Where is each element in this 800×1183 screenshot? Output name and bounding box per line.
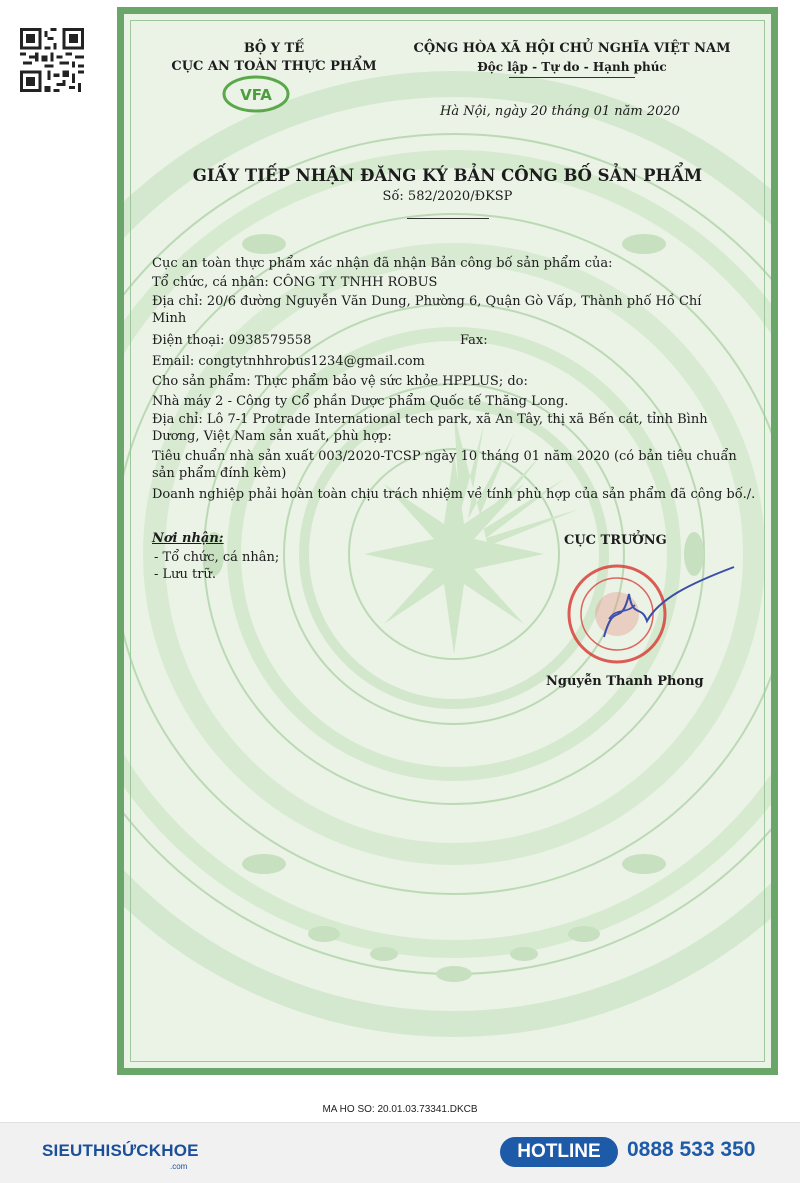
national-motto: Độc lập - Tự do - Hạnh phúc bbox=[477, 60, 667, 74]
brand-logo[interactable]: SIEUTHISỨCKHOE bbox=[42, 1141, 199, 1160]
body-intro: Cục an toàn thực phẩm xác nhận đã nhận Bản công bố sản phẩm của: bbox=[152, 256, 613, 271]
recipient-item: - Tổ chức, cá nhân; bbox=[154, 550, 280, 565]
fax: Fax: bbox=[460, 333, 488, 348]
signer-name: Nguyễn Thanh Phong bbox=[546, 674, 704, 689]
title-divider bbox=[407, 218, 489, 219]
phone: Điện thoại: 0938579558 bbox=[152, 333, 312, 348]
republic-name: CỘNG HÒA XÃ HỘI CHỦ NGHĨA VIỆT NAM bbox=[413, 41, 731, 56]
motto-underline bbox=[509, 77, 635, 78]
address-line-2: Minh bbox=[152, 311, 187, 326]
agency-name: CỤC AN TOÀN THỰC PHẨM bbox=[171, 59, 377, 74]
official-stamp-icon bbox=[559, 559, 759, 674]
hotline-button[interactable]: HOTLINE bbox=[500, 1137, 618, 1167]
organization: Tổ chức, cá nhân: CÔNG TY TNHH ROBUS bbox=[152, 275, 438, 290]
product: Cho sản phẩm: Thực phẩm bảo vệ sức khỏe HPPLUS; do: bbox=[152, 374, 528, 389]
issue-date: Hà Nội, ngày 20 tháng 01 năm 2020 bbox=[440, 104, 680, 119]
dossier-code: MA HO SO: 20.01.03.73341.DKCB bbox=[322, 1104, 478, 1115]
ministry-name: BỘ Y TẾ bbox=[243, 41, 305, 56]
vfa-logo-icon bbox=[221, 74, 291, 114]
standard-line-2: sản phẩm đính kèm) bbox=[152, 466, 287, 481]
email: Email: congtytnhhrobus1234@gmail.com bbox=[152, 354, 425, 369]
hotline-number[interactable]: 0888 533 350 bbox=[627, 1138, 756, 1161]
footer-bar bbox=[0, 1122, 800, 1183]
recipient-item: - Lưu trữ. bbox=[154, 567, 216, 582]
responsibility-note: Doanh nghiệp phải hoàn toàn chịu trách nhiệm về tính phù hợp của sản phẩm đã công bố./. bbox=[152, 487, 756, 502]
document-title: GIẤY TIẾP NHẬN ĐĂNG KÝ BẢN CÔNG BỐ SẢN PHẨM bbox=[192, 166, 703, 185]
factory-address-2: Dương, Việt Nam sản xuất, phù hợp: bbox=[152, 429, 392, 444]
factory-address-1: Địa chỉ: Lô 7-1 Protrade International tech park, xã An Tây, thị xã Bến cát, tỉnh Bình bbox=[152, 412, 708, 427]
brand-domain: .com bbox=[170, 1162, 188, 1171]
qr-code-icon bbox=[20, 28, 84, 92]
svg-text:VFA: VFA bbox=[240, 86, 272, 104]
factory: Nhà máy 2 - Công ty Cổ phần Dược phẩm Quốc tế Thăng Long. bbox=[152, 394, 569, 409]
certificate-document bbox=[117, 7, 778, 1075]
recipients-label: Nơi nhận: bbox=[152, 531, 224, 546]
address-line-1: Địa chỉ: 20/6 đường Nguyễn Văn Dung, Phường 6, Quận Gò Vấp, Thành phố Hồ Chí bbox=[152, 294, 702, 309]
standard-line-1: Tiêu chuẩn nhà sản xuất 003/2020-TCSP ngày 10 tháng 01 năm 2020 (có bản tiêu chuẩn bbox=[152, 449, 737, 464]
signer-position: CỤC TRƯỞNG bbox=[564, 533, 667, 548]
document-number: Số: 582/2020/ĐKSP bbox=[382, 189, 513, 204]
